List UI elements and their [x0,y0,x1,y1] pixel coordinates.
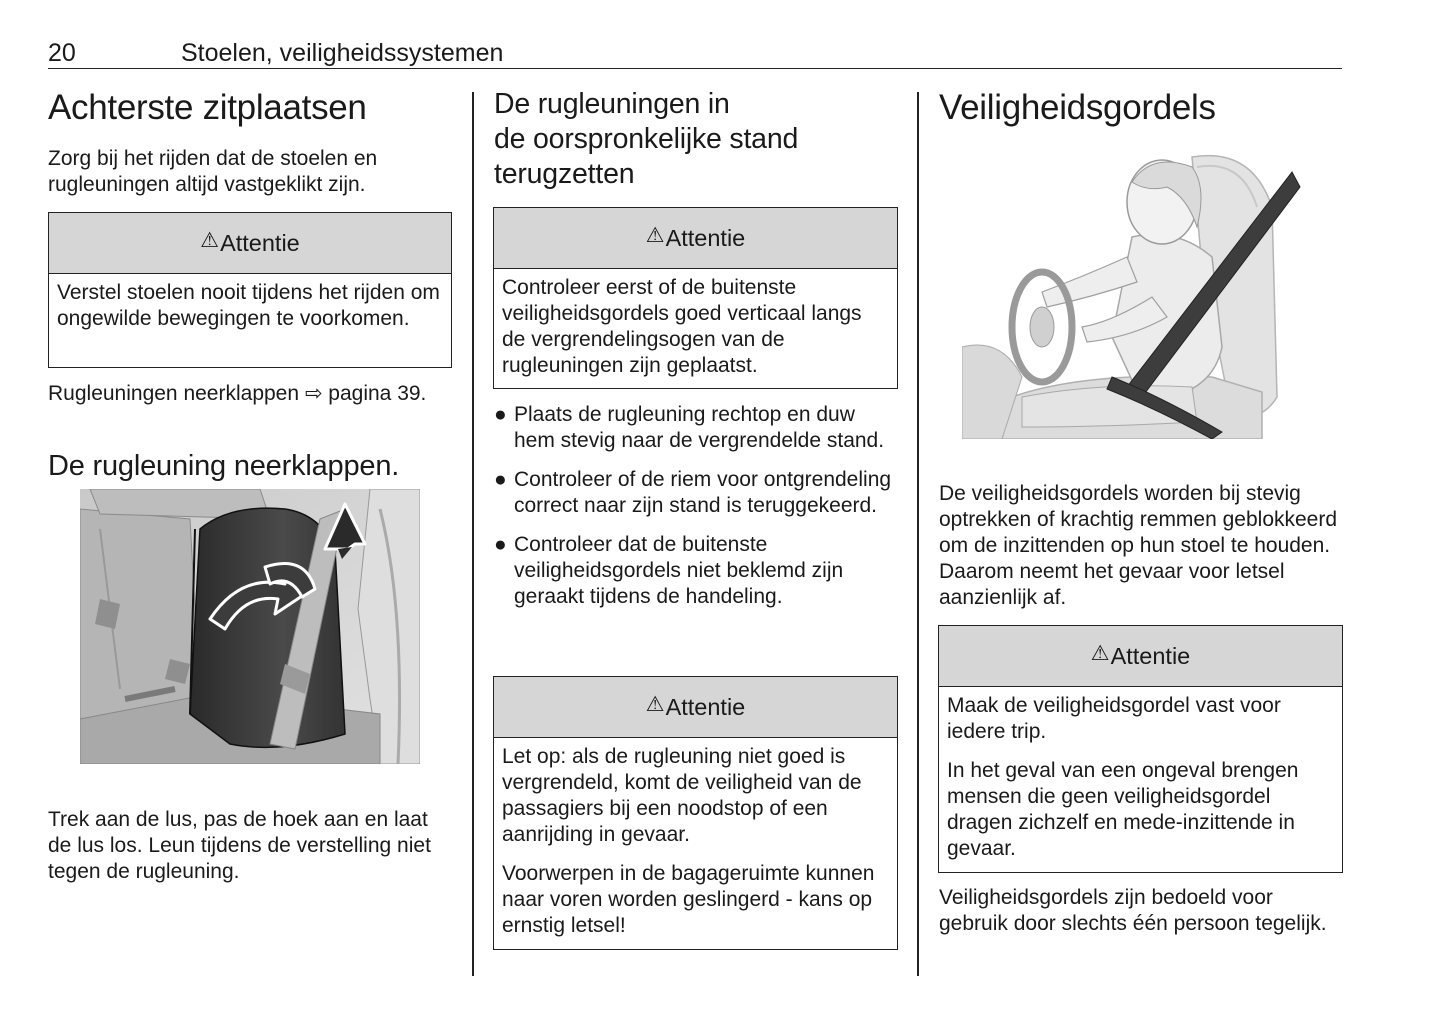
driver-seatbelt-illustration [962,147,1320,439]
warning-body [49,274,451,338]
warning-label: Attentie [1110,642,1191,669]
warning-label: Attentie [665,224,746,251]
bullet-icon: ● [494,533,507,556]
rear-seat-fold-illustration [80,489,420,764]
warning-text: Let op: als de rugleuning niet goed is vergrendeld, komt de veiligheid van de passagiers bij een noodstop of een aanrijding in gevaar. [502,745,862,846]
warning-box [938,625,1343,873]
page-reference: Rugleuningen neerklappen ⇨ pagina 39. [48,382,427,405]
bullet-icon: ● [494,468,507,491]
warning-text: Controleer eerst of de buitenste veiligheidsgordels goed verticaal langs de vergrendelingsogen van de rugleuningen zijn geplaatst. [502,276,862,377]
warning-body [494,738,897,945]
section-title-restore-line3: terugzetten [494,158,635,190]
warning-text: In het geval van een ongeval brengen mensen die geen veiligheidsgordel dragen zichzelf en mede-inzittende in gevaar. [947,759,1299,860]
rear-seats-intro: Zorg bij het rijden dat de stoelen en rugleuningen altijd vastgeklikt zijn. [48,147,378,196]
warning-body [494,269,897,385]
warning-text: Verstel stoelen nooit tijdens het rijden om ongewilde bewegingen te voorkomen. [57,281,440,330]
warning-triangle-icon: ⚠ [645,692,665,716]
list-item [494,402,894,454]
warning-box [493,207,898,389]
list-item-text: Plaats de rugleuning rechtop en duw hem stevig naar de vergrendelde stand. [514,403,885,452]
restore-steps-list [494,402,894,623]
column-divider [917,92,919,976]
warning-triangle-icon: ⚠ [200,228,220,252]
column-divider [472,92,474,976]
page-header [48,38,1342,69]
list-item [494,467,894,519]
list-item-text: Controleer of de riem voor ontgrendeling correct naar zijn stand is teruggekeerd. [514,468,892,517]
warning-label: Attentie [665,693,746,720]
fold-instructions: Trek aan de lus, pas de hoek aan en laat de lus los. Leun tijdens de verstelling niet tegen de rugleuning. [48,808,431,883]
subsection-title-fold-down: De rugleuning neerklappen. [48,450,400,482]
section-title-rear-seats: Achterste zitplaatsen [48,88,367,127]
section-title-restore-line2: de oorspronkelijke stand [494,123,799,155]
list-item-text: Controleer dat de buitenste veiligheidsgordels niet beklemd zijn geraakt tijdens de handeling. [514,533,844,608]
section-title-restore-line1: De rugleuningen in [494,88,730,120]
warning-text: Voorwerpen in de bagageruimte kunnen naar voren worden geslingerd - kans op ernstig letsel! [502,862,875,937]
seat-belts-single-person: Veiligheidsgordels zijn bedoeld voor gebruik door slechts één persoon tegelijk. [939,886,1327,935]
list-item [494,532,894,610]
section-title-seat-belts: Veiligheidsgordels [939,88,1216,127]
chapter-title: Stoelen, veiligheidssystemen [181,39,504,67]
warning-header [494,677,897,738]
warning-triangle-icon: ⚠ [1090,641,1110,665]
warning-header [49,213,451,274]
warning-text: Maak de veiligheidsgordel vast voor iedere trip. [947,694,1281,743]
warning-header [939,626,1342,687]
warning-triangle-icon: ⚠ [645,223,665,247]
page-number: 20 [48,39,76,67]
warning-label: Attentie [220,229,300,256]
warning-header [494,208,897,269]
warning-box [493,676,898,950]
bullet-icon: ● [494,403,507,426]
warning-box [48,212,452,368]
warning-body [939,687,1342,868]
seat-belts-intro: De veiligheidsgordels worden bij stevig optrekken of krachtig remmen geblokkeerd om de inzittenden op hun stoel te houden. Daarom neemt het gevaar voor letsel aanzienlijk af. [939,482,1338,609]
